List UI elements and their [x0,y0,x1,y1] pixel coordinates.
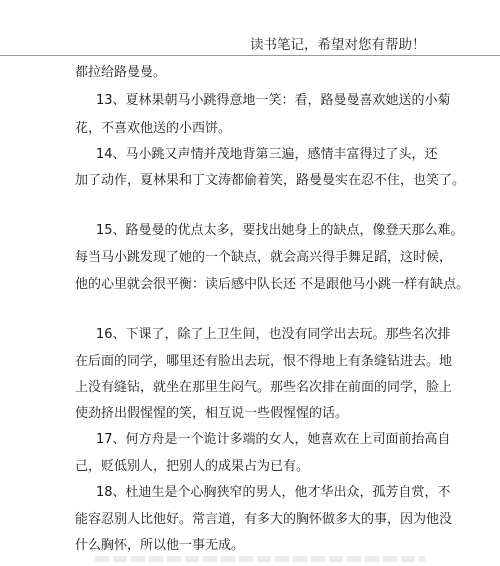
text-line: 花，不喜欢他送的小西饼。 [75,121,232,136]
text-line: 15、路曼曼的优点太多，要找出她身上的缺点，像登天那么难。 [96,223,464,238]
text-line: 己，贬低别人，把别人的成果占为已有。 [75,459,310,474]
text-line: 能容忍别人比他好。常言道，有多大的胸怀做多大的事，因为他没 [75,512,453,527]
text-line: 上没有缝钻，就坐在那里生闷气。那些名次排在前面的同学，脸上 [75,380,453,395]
text-line: 每当马小跳发现了她的一个缺点，就会高兴得手舞足蹈，这时候， [75,250,453,265]
text-line: 14、马小跳又声情并茂地背第三遍，感情丰富得过了头，还 [96,147,438,162]
text-line: 都拉给路曼曼。 [75,65,167,80]
text-line: 什么胸怀，所以他一事无成。 [75,538,245,553]
text-line: 使劲挤出假惺惺的笑，相互说一些假惺惺的话。 [75,406,349,421]
text-line: 13、夏林果朝马小跳得意地一笑：看，路曼曼喜欢她送的小菊 [96,93,451,108]
text-line: 加了动作，夏林果和丁文涛都偷着笑，路曼曼实在忍不住，也笑了。 [75,173,466,188]
text-line: 18、杜迪生是个心胸狭窄的男人，他才华出众，孤芳自赏，不 [96,485,451,500]
faint-bleed-through [95,556,425,562]
header-divider [0,55,500,56]
text-line: 在后面的同学，哪里还有脸出去玩，恨不得地上有条缝钻进去。地 [75,354,453,369]
text-line: 16、下课了，除了上卫生间，也没有同学出去玩。那些名次排 [96,327,451,342]
page-header: 读书笔记，希望对您有帮助！ [250,37,426,53]
text-line: 17、何方舟是一个诡计多端的女人，她喜欢在上司面前抬高自 [96,432,451,447]
text-line: 他的心里就会很平衡：读后感中队长还 不是跟他马小跳一样有缺点。 [75,277,470,292]
